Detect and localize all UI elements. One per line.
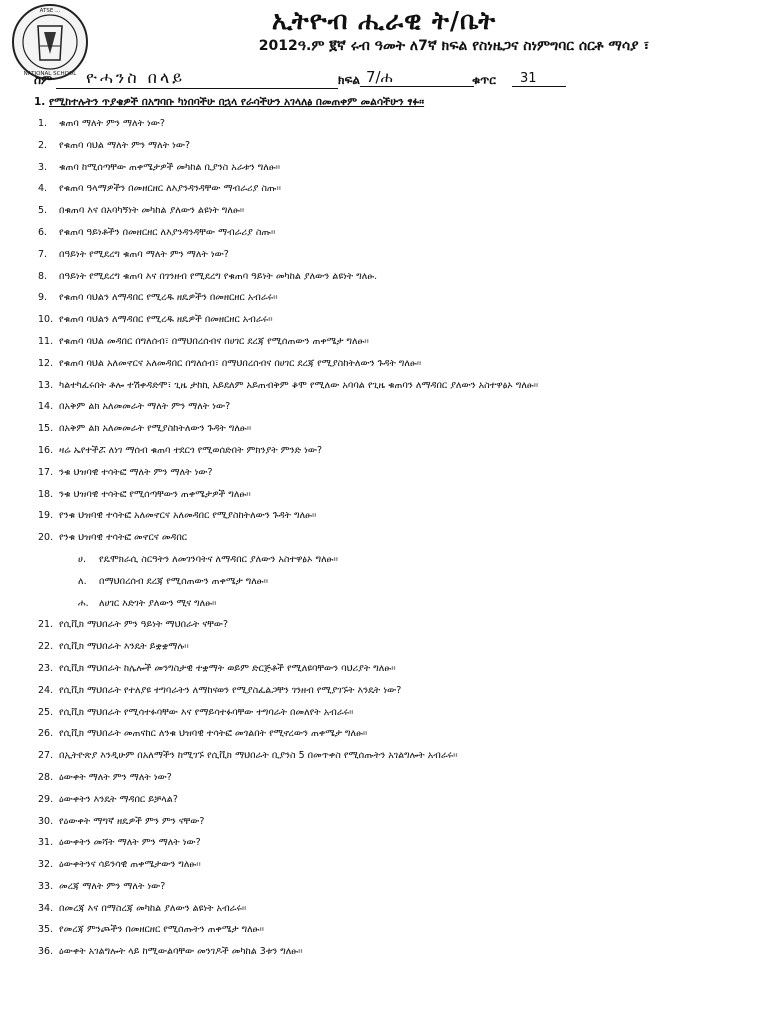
- question-text: በማህበረሰብ ደረጃ የሚሰጠውን ጠቀሜታ ግለፁ፡፡: [99, 575, 269, 587]
- question-number: 8.: [38, 270, 48, 282]
- question-number: 1.: [38, 118, 48, 129]
- question-item: [38, 335, 758, 357]
- question-text: ዕውቀትንና ሳይንሳዊ ጠቀሜታውን ግለፁ፡፡: [59, 859, 201, 871]
- question-item: [38, 226, 758, 248]
- question-number: 26.: [38, 728, 54, 740]
- question-text: የቁጠባ ባህል ማለት ምን ማለት ነው?: [59, 139, 191, 151]
- question-number: 31.: [38, 837, 54, 849]
- number-label: ቁጥር: [472, 73, 496, 87]
- sub-question: [38, 597, 758, 619]
- question-item: [38, 466, 758, 488]
- question-number: 16.: [38, 444, 54, 456]
- question-item: [38, 618, 758, 640]
- question-number: 19.: [38, 510, 54, 522]
- question-number: 6.: [38, 226, 48, 238]
- question-number: 12.: [38, 357, 54, 369]
- instruction: [34, 96, 424, 109]
- question-text: በዓይነት የሚደረግ ቁጠባ ማለት ምን ማለት ነው?: [59, 248, 229, 260]
- question-text: የቁጠባ ባህልን ለማዳበር የሚረዱ ዘዴዎች በመዘርዘር አብራሩ፡፡: [59, 314, 273, 326]
- question-number: 35.: [38, 924, 54, 936]
- question-item: [38, 509, 758, 531]
- question-text: ንቁ ህዝባዊ ተሳትፎ ማለት ምን ማለት ነው?: [59, 466, 213, 478]
- question-number: ለ.: [78, 575, 87, 587]
- question-item: [38, 706, 758, 728]
- question-text: በመረጃ እና በማስረጃ መካከል ያለውን ልዩነት አብራሩ፡፡: [59, 902, 247, 914]
- question-number: 18.: [38, 488, 54, 500]
- question-text: የዕውቀት ማግኛ ዘዴዎች ምን ምን ናቸው?: [59, 815, 205, 827]
- question-number: 9.: [38, 292, 48, 304]
- sub-question: [38, 575, 758, 597]
- question-item: [38, 117, 758, 139]
- question-number: 14.: [38, 401, 54, 413]
- question-text: የቁጠባ ባህል አለመኖርና አለመዳበር በግለሰብ፣ በማህበረሰብና በሀገር ደረጃ የሚያስከትለውን ጉዳት ግለፁ፡፡: [59, 357, 422, 369]
- question-number: 4.: [38, 183, 48, 195]
- question-number: 10.: [38, 314, 54, 326]
- question-text: ዕውቀትን መሻት ማለት ምን ማለት ነው?: [59, 837, 201, 849]
- question-number: 33.: [38, 880, 54, 892]
- question-text: ቁጠባ ማለት ምን ማለት ነው?: [59, 118, 165, 129]
- question-number: 27.: [38, 750, 54, 762]
- question-item: [38, 923, 758, 945]
- name-field[interactable]: ዮሓንስ በላይ: [56, 68, 338, 89]
- question-text: የሲቪክ ማህበራት የተለያዩ ተግባራትን ለማከናወን የሚያስፈልጋቸን ገንዘብ የሚያገኙት እንዴት ነው?: [59, 684, 402, 696]
- question-number: 25.: [38, 706, 54, 718]
- question-number: 17.: [38, 466, 54, 478]
- question-number: ሐ.: [78, 597, 89, 609]
- question-text: የሲቪክ ማህበራት እንዴት ይቋቋማሉ፡፡: [59, 641, 189, 653]
- grade-field[interactable]: 7/ሐ: [360, 68, 474, 87]
- question-number: 11.: [38, 335, 54, 347]
- question-number: 3.: [38, 161, 48, 173]
- name-label: ስም: [34, 73, 53, 87]
- question-text: የቁጠባ ዓይነቶችን በመዘርዘር ለእያንዳንዳቸው ማብራሪያ ስጡ፡፡: [59, 226, 276, 238]
- question-number: 30.: [38, 815, 54, 827]
- question-text: ካልተካፈሩበት ቶሎ ተሽቀዳድሞ፣ ጊዜ ታከኪ አይደለም አይጠብቅም ቆሞ የሚለው አባባል የጊዜ ቁጠባን ለማዳበር ያለውን አስተዋፅኦ ግለፁ፡፡: [59, 379, 539, 391]
- question-item: [38, 204, 758, 226]
- question-item: [38, 858, 758, 880]
- question-item: [38, 640, 758, 662]
- question-text: ቁጠባ ከሚሰጣቸው ጠቀሜታዎች መካከል ቢያንስ አራቱን ግለፁ፡፡: [59, 161, 281, 173]
- question-item: [38, 880, 758, 902]
- question-number: 32.: [38, 859, 54, 871]
- svg-text:NATIONAL SCHOOL: NATIONAL SCHOOL: [23, 71, 77, 77]
- question-item: [38, 531, 758, 553]
- question-item: [38, 727, 758, 749]
- question-number: ሀ.: [78, 553, 86, 565]
- question-item: [38, 662, 758, 684]
- question-item: [38, 444, 758, 466]
- question-number: 34.: [38, 902, 54, 914]
- question-item: [38, 379, 758, 401]
- question-item: [38, 902, 758, 924]
- question-item: [38, 248, 758, 270]
- question-text: የቁጠባ ባህል መዳበር በግለሰብ፣ በማህበረሰብና በሀገር ደረጃ የሚሰጠውን ጠቀሜታ ግለፁ፡፡: [59, 335, 369, 347]
- question-item: [38, 815, 758, 837]
- question-item: [38, 270, 758, 292]
- question-item: [38, 400, 758, 422]
- question-list: [38, 117, 758, 967]
- question-text: የንቁ ህዝባዊ ተሳትፎ መኖርና መዳበር: [59, 532, 188, 544]
- question-number: 23.: [38, 662, 54, 674]
- question-text: የሲቪክ ማህበራት ምን ዓይነት ማህበራት ናቸው?: [59, 619, 229, 631]
- question-item: [38, 139, 758, 161]
- school-name: ኢትዮብ ሒራዊ ት/ቤት: [271, 6, 497, 35]
- question-text: ዛሬ ኤየተችሯ ለነገ ማሰብ ቁጠባ ተደርጎ የሚወሰድበት ምክንያት ምንድ ነው?: [59, 444, 323, 456]
- question-number: 28.: [38, 771, 54, 783]
- question-text: የሲቪክ ማህበራት መጠናከር ለንቁ ህዝባዊ ተሳትፎ መጎልበት የሚኖረውን ጠቀሜታ ግለፁ፡፡: [59, 728, 368, 740]
- question-text: ዕውቀትን እንዴት ማዳበር ይቻላል?: [59, 793, 178, 805]
- question-item: [38, 357, 758, 379]
- question-text: መረጃ ማለት ምን ማለት ነው?: [59, 880, 166, 892]
- question-text: በቁጠባ እና በአባካኝነት መካከል ያለውን ልዩነት ግለፁ፡፡: [59, 205, 245, 217]
- question-number: 36.: [38, 946, 54, 958]
- question-text: የቁጠባ ባህልን ለማዳበር የሚረዱ ዘዴዎችን በመዘርዘር አብራሩ፡፡: [59, 292, 278, 304]
- number-field[interactable]: 31: [512, 71, 566, 87]
- question-item: [38, 749, 758, 771]
- question-number: 5.: [38, 205, 48, 217]
- question-item: [38, 161, 758, 183]
- question-text: በኢትዮጵያ እንዲሁም በአለማችን ከሚገኙ የሲቪክ ማህበራት ቢያንስ 5 በመጥቀስ የሚሰጡትን አገልግሎት አብራሩ፡፡: [59, 750, 458, 762]
- question-item: [38, 684, 758, 706]
- question-text: ለሀገር እድገት ያለውን ሚና ግለፁ፡፡: [99, 597, 217, 609]
- question-number: 22.: [38, 641, 54, 653]
- question-item: [38, 291, 758, 313]
- question-text: የሲቪክ ማህበራት ከሌሎች መንግስታዊ ተቋማት ወይም ድርጅቶች የሚለዩባቸውን ባህሪያት ግለፁ፡፡: [59, 662, 396, 674]
- question-number: 29.: [38, 793, 54, 805]
- question-text: በአቅም ልክ አለመመራት ማለት ምን ማለት ነው?: [59, 401, 231, 413]
- question-text: የቁጠባ ዓላማዎችን በመዘርዘር ለእያንዳንዳቸው ማብራሪያ ስጡ፡፡: [59, 183, 281, 195]
- question-item: [38, 771, 758, 793]
- question-item: [38, 793, 758, 815]
- question-text: በአቅም ልክ አለመመራት የሚያስከትለውን ጉዳት ግለፁ፡፡: [59, 423, 252, 435]
- question-item: [38, 313, 758, 335]
- question-item: [38, 836, 758, 858]
- question-text: በዓይነት የሚደረግ ቁጠባ እና በገንዘብ የሚደረግ የቁጠባ ዓይነት መካከል ያለውን ልዩነት ግለፁ.: [59, 270, 378, 282]
- question-number: 2.: [38, 139, 48, 151]
- question-item: [38, 488, 758, 510]
- question-item: [38, 422, 758, 444]
- instruction-number: 1.: [34, 96, 46, 108]
- question-text: የሲቪክ ማህበራት የሚሳተፉባቸው እና የማይሳተፉባቸው ተግባራት በመለየት አብራሩ፡፡: [59, 706, 354, 718]
- question-number: 20.: [38, 532, 54, 544]
- grade-label: ክፍል: [338, 73, 361, 87]
- question-item: [38, 945, 758, 967]
- question-number: 21.: [38, 619, 54, 631]
- sub-question: [38, 553, 758, 575]
- question-item: [38, 182, 758, 204]
- question-number: 24.: [38, 684, 54, 696]
- question-text: ዕውቀት አገልግሎት ላይ ከሚውልባቸው መንገዶች መካከል 3ቱን ግለፁ፡፡: [59, 946, 303, 958]
- instruction-text: የሚከተሉትን ጥያቄዎች በአግባቡ ካነበባችሁ በኋላ የራሳችሁን አገላለፅ በመጠቀም መልሳችሁን ፃፉ።: [48, 96, 425, 108]
- svg-text:ATSE ...: ATSE ...: [39, 8, 61, 14]
- worksheet-title: 2012ዓ.ም ፪ኛ ሩብ ዓመት ለ7ኛ ክፍል የስነዜጋና ስነምግባር ሰርቶ ማሳያ ፣: [258, 38, 650, 54]
- question-text: ንቁ ህዝባዊ ተሳትፎ የሚሰጣቸውን ጠቀሜታዎች ግለፁ፡፡: [59, 488, 251, 500]
- question-number: 7.: [38, 248, 48, 260]
- question-number: 15.: [38, 423, 54, 435]
- question-number: 13.: [38, 379, 54, 391]
- question-text: የንቁ ህዝባዊ ተሳትፎ አለመኖርና አለመዳበር የሚያስከትለውን ጉዳት ግለፁ፡፡: [59, 510, 317, 522]
- question-text: የመረጃ ምንጮችን በመዘርዘር የሚሰጡትን ጠቀሜታ ግለፁ፡፡: [59, 924, 264, 936]
- question-text: የዴሞክራሲ ስርዓትን ለመገንባትና ለማዳበር ያለውን አስተዋፅኦ ግለፁ፡፡: [99, 553, 338, 565]
- question-text: ዕውቀት ማለት ምን ማለት ነው?: [59, 771, 172, 783]
- student-info: [34, 68, 754, 90]
